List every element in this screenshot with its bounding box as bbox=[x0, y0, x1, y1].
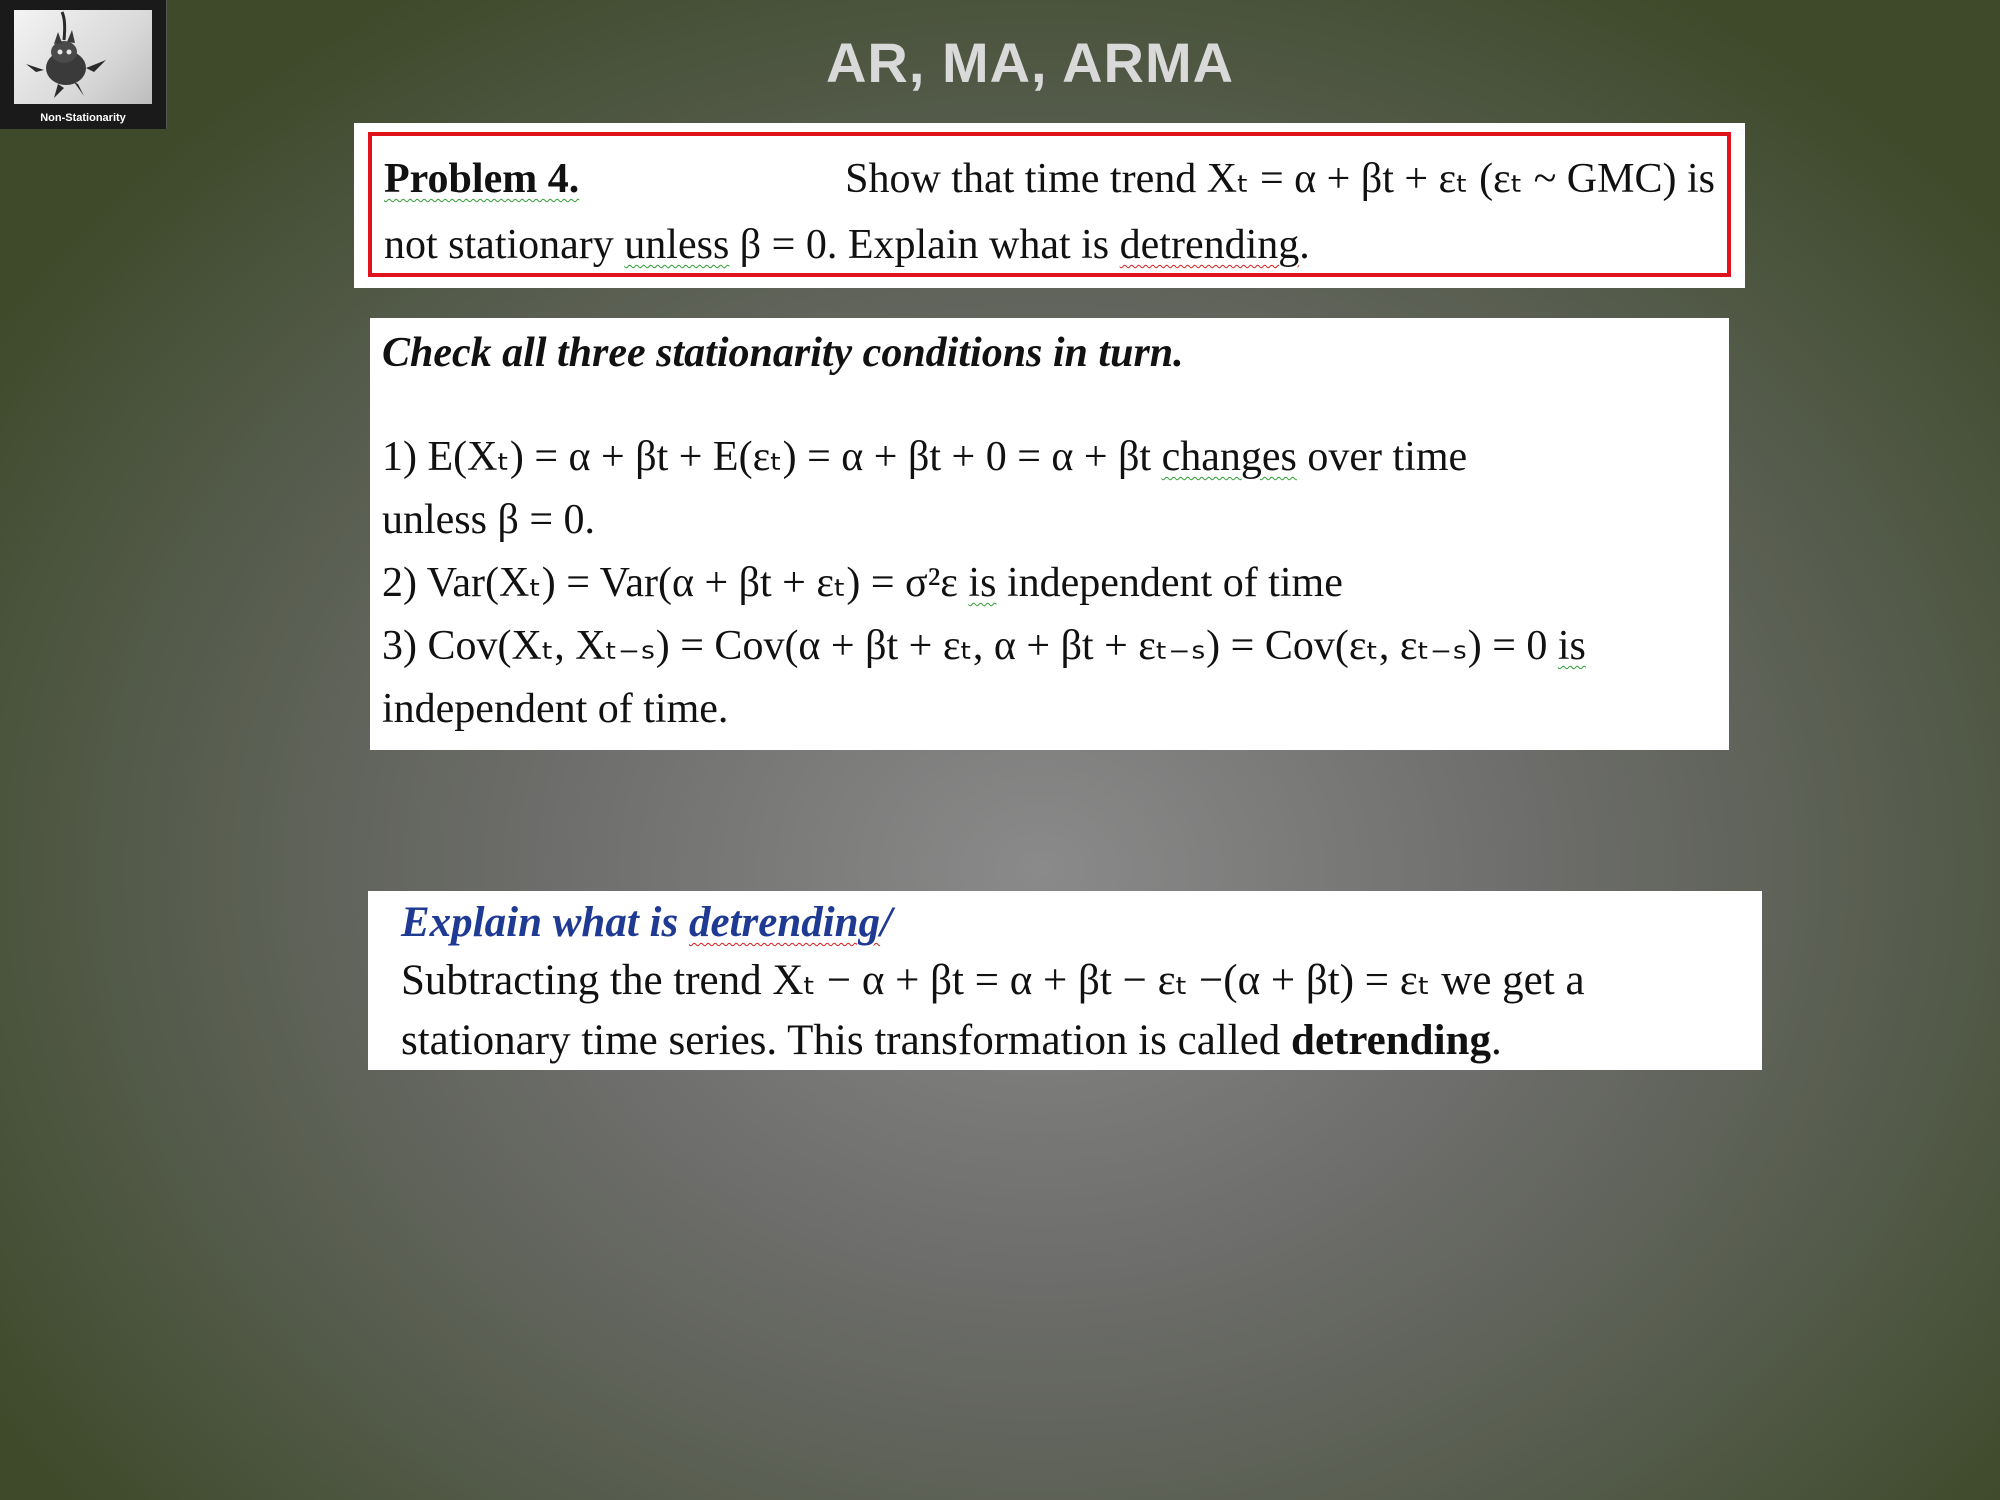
condition-text: independent of time bbox=[996, 560, 1343, 606]
explain-box bbox=[368, 891, 1762, 1070]
condition-text-changes: changes bbox=[1161, 434, 1297, 480]
problem-line-1 bbox=[384, 146, 1715, 212]
slide-title: AR, MA, ARMA bbox=[825, 31, 1235, 94]
problem-box bbox=[354, 123, 1745, 288]
logo-caption: Non-Stationarity bbox=[40, 112, 126, 124]
condition-3 bbox=[382, 615, 1719, 678]
explain-heading-slash: / bbox=[880, 899, 893, 946]
condition-text: 2) Var(Xₜ) = Var(α + βt + εₜ) = σ²ε bbox=[382, 560, 969, 606]
problem-line-2 bbox=[384, 212, 1715, 278]
explain-term-detrending: detrending bbox=[1291, 1017, 1491, 1064]
problem-label: Problem 4. bbox=[384, 156, 580, 202]
explain-heading-detrending: detrending bbox=[688, 899, 881, 946]
condition-2 bbox=[382, 552, 1719, 615]
condition-1-cont: unless β = 0. bbox=[382, 497, 596, 543]
condition-1 bbox=[382, 426, 1719, 489]
condition-text: over time bbox=[1296, 434, 1468, 480]
condition-text-is: is bbox=[1557, 623, 1586, 669]
problem-text: β = 0. Explain what is bbox=[739, 222, 1110, 268]
problem-statement: Show that time trend Xₜ = α + βt + εₜ (εₜ ~ GMC) is bbox=[845, 156, 1715, 202]
problem-text-detrending: detrending bbox=[1119, 222, 1300, 268]
explain-text: . bbox=[1490, 1017, 1502, 1064]
condition-text: 3) Cov(Xₜ, Xₜ₋ₛ) = Cov(α + βt + εₜ, α + βt + εₜ₋ₛ) = Cov(εₜ, εₜ₋ₛ) = 0 bbox=[382, 623, 1558, 669]
problem-frame bbox=[368, 132, 1731, 277]
problem-text: not stationary bbox=[384, 222, 614, 268]
condition-text: 1) E(Xₜ) = α + βt + E(εₜ) = α + βt + 0 = α + βt bbox=[382, 434, 1162, 480]
explain-line-1: Subtracting the trend Xₜ − α + βt = α + βt − εₜ −(α + βt) = εₜ we get a bbox=[401, 957, 1585, 1004]
conditions-box bbox=[370, 318, 1729, 750]
condition-3-cont: independent of time. bbox=[382, 686, 729, 732]
explain-heading-text: Explain what is bbox=[401, 899, 689, 946]
condition-text-is: is bbox=[968, 560, 997, 606]
conditions-content bbox=[382, 328, 1719, 741]
explain-heading bbox=[401, 895, 1742, 951]
problem-text-unless: unless bbox=[624, 222, 730, 268]
explain-text: stationary time series. This transformation is called bbox=[401, 1017, 1292, 1064]
explain-line-2 bbox=[401, 1011, 1742, 1071]
conditions-heading: Check all three stationarity conditions in turn. bbox=[382, 330, 1184, 376]
explain-content bbox=[401, 895, 1742, 1071]
problem-text: . bbox=[1299, 222, 1310, 268]
